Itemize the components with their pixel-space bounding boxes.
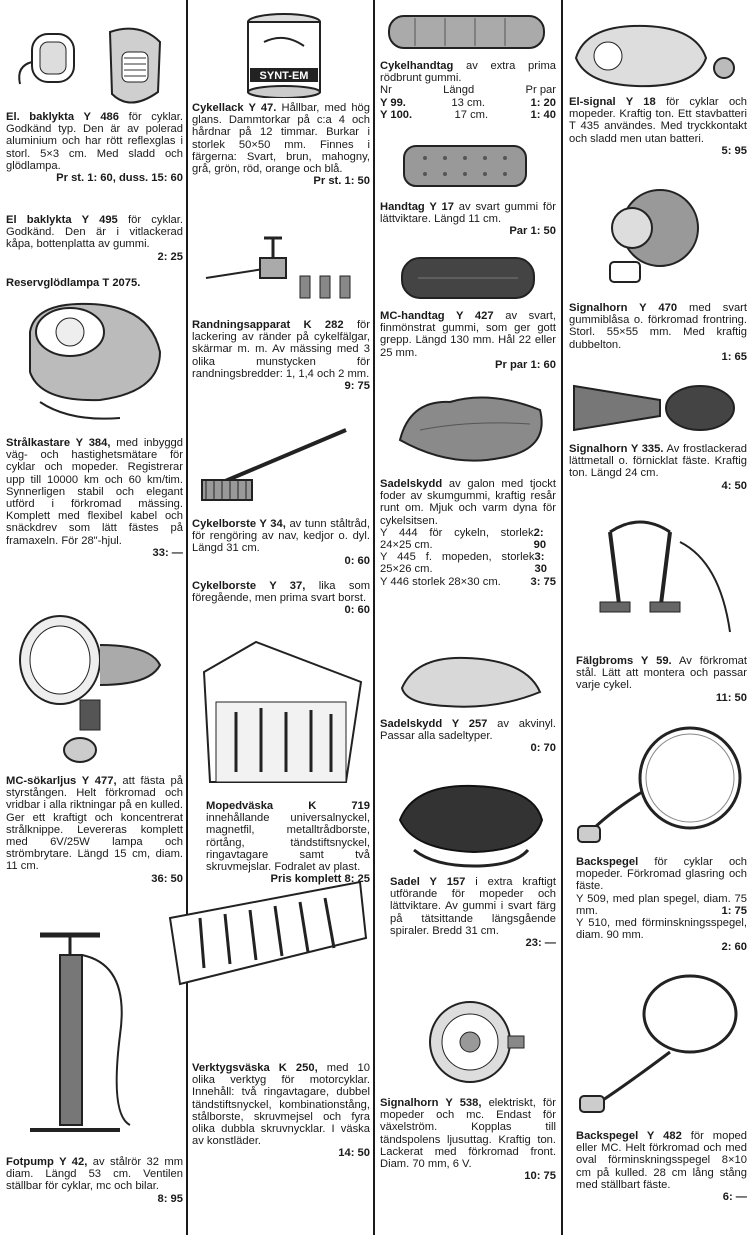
product-description: Hållbar, med hög glans. Dammtorkar på c:a 4 och hårdnar på 12 timmar. Burkar i storlek 50×50 mm. Finnes i färgerna: Svart, brun, mahogny, grå, grön, röd, orange och blå. <box>192 102 370 176</box>
product-description: Av frostlackerad lättmetall o. förnicklat fäste. Kraftig ton. Längd 24 cm. <box>569 443 747 480</box>
product-title: Cykellack Y 47. <box>192 102 277 114</box>
product-description: lika som föregående, men prima svart borst. <box>192 580 371 605</box>
product-sadelskydd-257 <box>380 718 556 755</box>
product-title: Signalhorn Y 335. <box>569 443 664 455</box>
list-item <box>380 551 556 575</box>
product-price: 0: 60 <box>344 554 370 567</box>
product-description: elektriskt, för mopeder och mc. Endast för växelström. Kopplas till tändspolens ljusuttag. Kraftig ton. Lackerat med förkromad front. Diam. 70 mm, 6 V. <box>380 1097 556 1171</box>
cykellack-can-illustration <box>244 12 324 98</box>
verktygsvaska-illustration <box>160 878 370 988</box>
product-price: 36: 50 <box>151 872 183 885</box>
mopedvaska-illustration <box>196 632 368 796</box>
product-cykelhandtag <box>380 60 556 121</box>
backspegel-482-illustration <box>570 972 745 1128</box>
signalhorn-470-illustration <box>600 178 700 288</box>
product-description: Av förkromat stål. Lätt att montera och passar varje cykel. <box>576 655 747 692</box>
can-label: SYNT-EM <box>259 70 309 82</box>
variant-label: Y 446 storlek 28×30 cm. <box>380 575 501 588</box>
handtag-illustration <box>400 138 530 194</box>
product-title: Cykelborste Y 34, <box>192 518 286 530</box>
product-description: av galon med tjockt foder av skumgummi, kraftig resår runt om. Mjuk och varm dyna för cykelsitsen. <box>380 478 556 527</box>
product-title: Fälgbroms Y 59. <box>576 655 672 667</box>
product-price: Pr st. 1: 60, duss. 15: 60 <box>56 172 183 185</box>
product-description: för cyklar och mopeder. Kraftig ton. Ett stavbatteri T 435 användes. Med tryckkontakt och sladd men utan batteri. <box>569 96 747 145</box>
table-cell: 1: 20 <box>530 96 556 109</box>
product-price: 2: 25 <box>157 250 183 263</box>
signalhorn-538-illustration <box>418 992 528 1092</box>
product-randningsapparat <box>192 319 370 392</box>
product-description: av stålrör 32 mm diam. Längd 53 cm. Ventilen ställbar för cyklar, mc och bilar. <box>6 1156 184 1193</box>
product-price: Pr par 1: 60 <box>495 358 556 371</box>
product-title: Reservglödlampa T 2075. <box>6 277 141 289</box>
list-item <box>576 917 747 954</box>
product-title: MC-sökarljus Y 477, <box>6 775 117 787</box>
product-cykelborste-34 <box>192 518 370 567</box>
column-rule <box>186 0 188 1235</box>
product-title: Cykelhandtag <box>380 60 454 72</box>
table-header <box>380 84 556 96</box>
column-rule <box>561 0 563 1235</box>
table-cell: 17 cm. <box>454 108 489 121</box>
product-el-signal <box>569 96 747 157</box>
variant-price: 2: 60 <box>721 941 747 954</box>
product-mopedvaska <box>206 800 370 885</box>
product-description: med inbyggd väg- och hastighetsmätare för cyklar och mopeder. Registrerar upp till 10000 km och 60 km/tim. Synnerligen stabil och elegant utförd i förkromad mässing. Komplett med flexibel kabel och snäckdrev som lätt fästes på framaxeln. För 28"-hjul. <box>6 437 184 547</box>
list-item <box>380 527 556 551</box>
product-description: med svart gummiblåsa o. förkromad frontring. Storl. 55×55 mm. Med kraftig dubbelton. <box>569 302 747 351</box>
product-backspegel-482 <box>576 1130 747 1203</box>
product-price: 4: 50 <box>721 479 747 492</box>
product-description: för lackering av ränder på cykelfälgar, skärmar m. m. Av mässing med 3 olika munstycken för randningsbredder: 1, 1,4 och 2 mm. <box>192 319 370 380</box>
product-baklykta-495 <box>6 214 183 263</box>
variant-price: 3: 75 <box>530 575 556 588</box>
product-price: 8: 95 <box>157 1192 183 1205</box>
product-mc-handtag <box>380 310 556 371</box>
product-price: 1: 65 <box>721 350 747 363</box>
cykelborste-illustration <box>196 420 366 510</box>
column-rule <box>373 0 375 1235</box>
product-title: Signalhorn Y 470 <box>569 302 678 314</box>
list-item <box>380 576 556 588</box>
product-reservglodlampa <box>6 277 183 289</box>
product-description: för cyklar. Godkänd typ. Den är av polerad aluminium och har rött reflexglas i storl. 5×3 cm. Med sladd och glödlampa. <box>6 111 183 172</box>
product-title: El baklykta Y 495 <box>6 214 118 226</box>
product-title: MC-handtag Y 427 <box>380 310 494 322</box>
product-description: att fästa på styrstången. Helt förkromad och vridbar i alla riktningar på en kulled. Ger ett kraftigt och koncentrerat strålknippe. Levereras komplett med 6V/25W lampa och strömbrytare. Längd 15 cm, diam. 11 cm. <box>6 775 183 873</box>
product-sokarljus <box>6 775 183 885</box>
product-title: Sadelskydd Y 257 <box>380 718 488 730</box>
product-title: Sadelskydd <box>380 478 443 490</box>
el-signal-illustration <box>566 18 746 92</box>
variant-price: 2: 90 <box>533 526 547 552</box>
product-description: av akvinyl. Passar alla sadeltyper. <box>380 718 557 743</box>
sadel-illustration <box>394 780 548 870</box>
product-title: Signalhorn Y 538, <box>380 1097 482 1109</box>
variant-price: 1: 75 <box>721 904 747 917</box>
backspegel-illustration <box>570 722 745 852</box>
product-title: Randningsapparat K 282 <box>192 319 344 331</box>
product-stralkastare <box>6 437 183 559</box>
product-falgbroms <box>576 655 747 704</box>
product-title: Backspegel Y 482 <box>576 1130 682 1142</box>
table-header-cell: Pr par <box>525 84 556 97</box>
variant-label: Y 444 för cykeln, storlek 24×25 cm. <box>380 526 534 552</box>
product-cykellack <box>192 102 370 187</box>
product-description: av svart gummi för lättviktare. Längd 11 cm. <box>380 201 556 226</box>
product-description: för cyklar och mopeder. Förkromad glasring och fäste. <box>576 856 747 893</box>
stralkastare-illustration <box>10 292 180 432</box>
product-baklykta-486 <box>6 111 183 184</box>
product-price: 5: 95 <box>721 144 747 157</box>
sokarljus-illustration <box>10 605 180 770</box>
product-title: Verktygsväska K 250, <box>192 1062 318 1074</box>
product-price: 0: 70 <box>530 742 556 755</box>
table-row <box>380 109 556 121</box>
table-header-cell: Nr <box>380 84 392 97</box>
product-sadelskydd <box>380 478 556 588</box>
product-description: av svart, finmönstrat gummi, som ger gott grepp. Längd 130 mm. Hål 22 eller 25 mm. <box>380 310 557 359</box>
product-signalhorn-538 <box>380 1097 556 1182</box>
product-price: 10: 75 <box>524 1170 556 1183</box>
product-title: Fotpump Y 42, <box>6 1156 88 1168</box>
product-title: El. baklykta Y 486 <box>6 111 120 123</box>
product-description: i extra kraftigt utförande för mopeder och lättviktare. Av gummi i svart färg på tätsittande längsgående spiraler. Bredd 31 cm. <box>390 876 557 937</box>
product-description: innehållande universalnyckel, magnetfil, metalltrådborste, rörtång, tändstiftsnyckel, ringavtagare samt två skruvmejslar. Fodralet av plast. <box>206 812 370 874</box>
product-title: Strålkastare Y 384, <box>6 437 111 449</box>
sadelskydd-257-illustration <box>396 648 546 714</box>
fotpump-illustration <box>10 915 180 1155</box>
product-description: av tunn ståltråd, för rengöring av nav, kedjor o. dyl. Längd 31 cm. <box>192 518 371 555</box>
baklykta-illustration <box>10 22 180 110</box>
product-price: 0: 60 <box>344 604 370 617</box>
product-price: 33: — <box>152 546 183 559</box>
signalhorn-335-illustration <box>570 380 742 436</box>
cykelhandtag-illustration <box>385 12 550 52</box>
product-title: Mopedväska K 719 <box>206 800 370 812</box>
product-signalhorn-335 <box>569 443 747 492</box>
product-price: 14: 50 <box>338 1147 370 1160</box>
product-title: Sadel Y 157 <box>390 876 466 888</box>
product-cykelborste-37 <box>192 580 370 617</box>
mc-handtag-illustration <box>398 252 538 304</box>
product-price: Pris komplett 8: 25 <box>270 873 370 886</box>
product-description: med 10 olika verktyg för motorcyklar. Innehåll: två ringavtagare, dubbel tändstiftsnyckel, kombinationstång, stålborste, skruvmejsel och fyra olika dubbla skruvnycklar. I väska av konstläder. <box>192 1062 370 1148</box>
table-cell: 13 cm. <box>451 96 485 109</box>
product-price: 9: 75 <box>344 380 370 393</box>
product-description: av extra prima rödbrunt gummi. <box>380 60 556 85</box>
product-title: Handtag Y 17 <box>380 201 454 213</box>
product-price: 23: — <box>525 937 556 950</box>
falgbroms-illustration <box>580 502 740 648</box>
table-cell: Y 99. <box>380 96 406 109</box>
variant-label: Y 509, med plan spegel, diam. 75 mm. <box>576 892 747 917</box>
table-header-cell: Längd <box>443 84 475 97</box>
product-backspegel <box>576 856 747 954</box>
product-price: 11: 50 <box>715 691 747 704</box>
product-signalhorn-470 <box>569 302 747 363</box>
product-handtag-17 <box>380 201 556 238</box>
table-cell: Y 100. <box>380 108 413 121</box>
sadelskydd-illustration <box>390 380 550 470</box>
product-fotpump <box>6 1156 183 1205</box>
product-price: 6: — <box>722 1191 747 1204</box>
product-title: El-signal Y 18 <box>569 96 656 108</box>
product-title: Backspegel <box>576 856 639 868</box>
product-description: för cyklar. Godkänd. Den är i vitlackerad kåpa, bottenplatta av gummi. <box>6 214 183 251</box>
list-item <box>576 893 747 917</box>
randningsapparat-illustration <box>200 228 360 316</box>
variant-price: 3: 30 <box>534 551 547 576</box>
table-cell: 1: 40 <box>530 108 556 121</box>
product-verktygsvaska <box>192 1062 370 1160</box>
product-title: Cykelborste Y 37, <box>192 580 306 592</box>
product-price: Pr st. 1: 50 <box>313 175 370 188</box>
variant-label: Y 445 f. mopeden, storlek 25×26 cm. <box>380 551 535 576</box>
product-sadel <box>390 876 556 949</box>
product-description: för moped eller MC. Helt förkromad och med oval förminskningsspegel 8×10 cm på kulled. 28 cm lång stång med ställbart fäste. <box>576 1130 747 1191</box>
product-price: Par 1: 50 <box>509 225 556 238</box>
variant-label: Y 510, med förminskningsspegel, diam. 90 mm. <box>576 917 747 942</box>
table-row <box>380 97 556 109</box>
